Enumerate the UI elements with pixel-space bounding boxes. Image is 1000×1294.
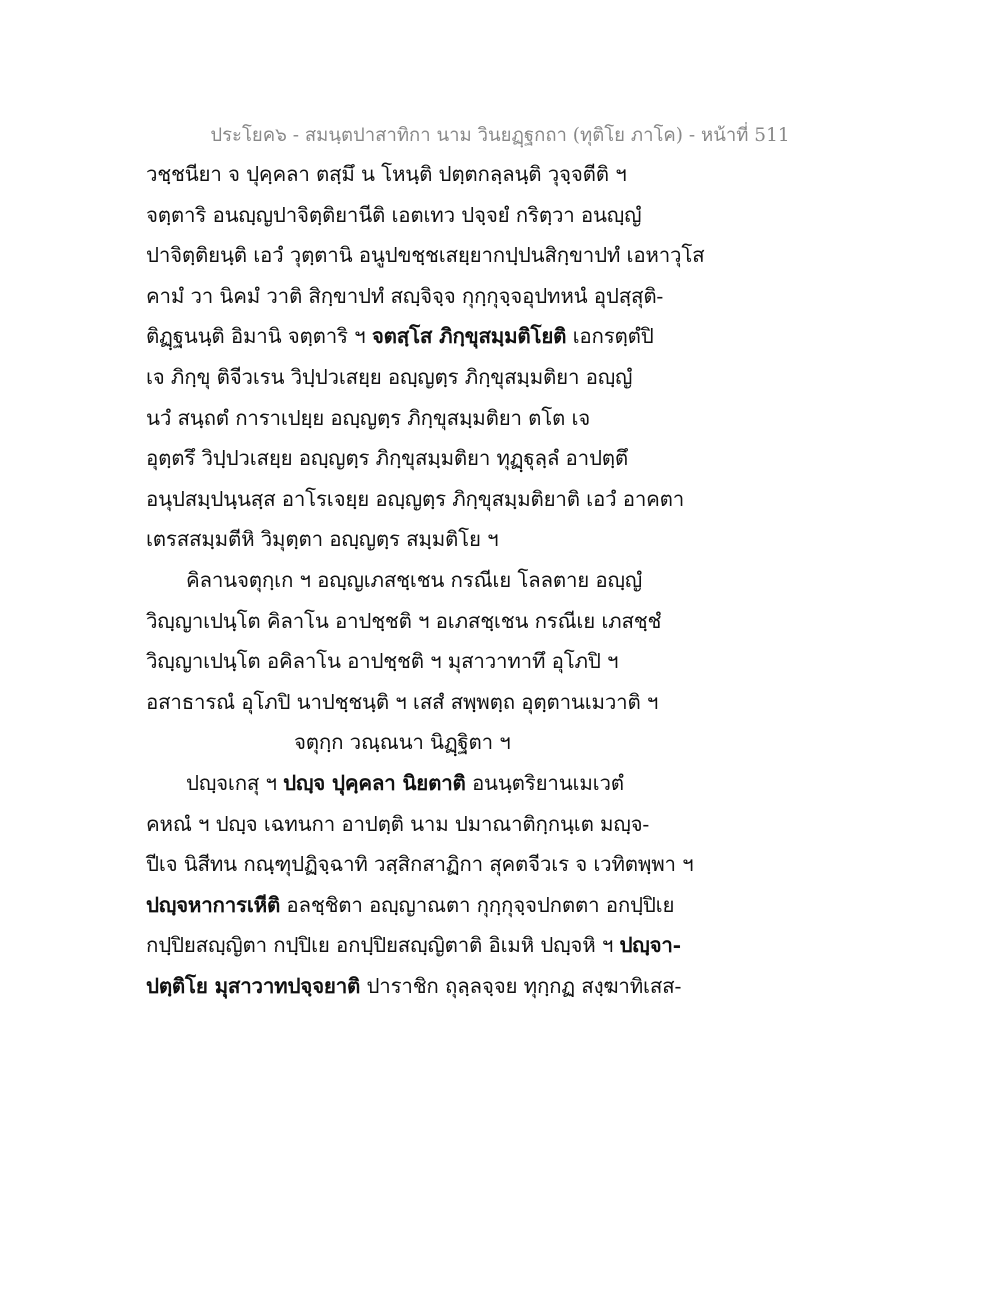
text-line: [146, 320, 706, 361]
bold-term: ปญฺจหาการเหีติ: [146, 892, 281, 917]
text-line: [146, 970, 706, 1011]
text-segment: อุตฺตรึ วิปฺปวเสยฺย อญฺญตฺร ภิกฺขุสมฺมติยา ทุฏฺฐุลฺลํ อาปตฺตึ: [146, 446, 628, 471]
text-segment: เจ ภิกฺขุ ติจีวเรน วิปฺปวเสยฺย อญฺญตฺร ภิกฺขุสมฺมติยา อญฺญํ: [146, 364, 633, 389]
bold-term: ปญฺจ ปุคฺคลา นิยตาติ: [283, 770, 466, 795]
text-line: [146, 605, 706, 646]
text-line: [146, 848, 706, 889]
text-segment: ปาจิตฺติยนฺติ เอวํ วุตฺตานิ อนูปขชฺชเสยฺยากปฺปนสิกฺขาปทํ เอหาวุโส: [146, 243, 705, 268]
text-line: [146, 808, 706, 849]
text-segment: ติฏฺฐนนฺติ อิมานิ จตฺตาริ ฯ: [146, 324, 372, 349]
bold-term: ปตฺติโย มุสาวาทปจฺจยาติ: [146, 973, 361, 998]
bold-term: ปญฺจา-: [619, 933, 681, 958]
text-segment: ปญฺจเกสุ ฯ: [186, 770, 284, 795]
text-segment: นวํ สนฺถตํ การาเปยฺย อญฺญตฺร ภิกฺขุสมฺมติยา ตโต เจ: [146, 405, 591, 430]
text-segment: เตรสสมฺมตีหิ วิมุตฺตา อญฺญตฺร สมฺมติโย ฯ: [146, 527, 499, 552]
text-line: [146, 442, 706, 483]
text-segment: อสาธารณํ อุโภปิ นาปชฺชนฺติ ฯ เสสํ สพฺพตฺถ อุตฺตานเมวาติ ฯ: [146, 689, 659, 714]
text-line: [146, 199, 706, 240]
text-line: [146, 239, 706, 280]
text-segment: จตุกฺก วณฺณนา นิฏฺฐิตา ฯ: [294, 730, 511, 755]
text-line: [146, 645, 706, 686]
text-line: [146, 726, 706, 767]
text-line: [146, 280, 706, 321]
text-segment: ปีเจ นิสีทน กณฺฑุปฏิจฺฉาทิ วสฺสิกสาฏิกา สุคตจีวเร จ เวทิตพฺพา ฯ: [146, 852, 694, 877]
text-line: [146, 889, 706, 930]
text-segment: วชฺชนียา จ ปุคฺคลา ตสฺมึ น โหนฺติ ปตฺตกลฺลนฺติ วุจฺจตีติ ฯ: [146, 162, 627, 186]
text-segment: คิลานจตุกฺเก ฯ อญฺญเภสชฺเชน กรณีเย โลลตาย อญฺญํ: [186, 567, 643, 592]
text-line: [146, 402, 706, 443]
text-line: [146, 158, 706, 199]
text-segment: จตฺตาริ อนญฺญปาจิตฺติยานีติ เอตเทว ปจฺจยํ กริตฺวา อนญฺญํ: [146, 202, 642, 227]
text-segment: กปฺปิยสญฺญิตา กปฺปิเย อกปฺปิยสญฺญิตาติ อิเมหิ ปญฺจหิ ฯ: [146, 933, 620, 958]
text-line: [146, 929, 706, 970]
text-segment: อนุปสมฺปนฺนสฺส อาโรเจยฺย อญฺญตฺร ภิกฺขุสมฺมติยาติ เอวํ อาคตา: [146, 486, 685, 511]
page-header: ประโยค๖ - สมนฺตปาสาทิกา นาม วินยฏฺฐกถา (ทุติโย ภาโค) - หน้าที่ 511: [210, 125, 790, 146]
text-line: [146, 767, 706, 808]
text-segment: เอกรตฺตํปิ: [566, 324, 654, 349]
text-segment: วิญฺญาเปนฺโต คิลาโน อาปชฺชติ ฯ อเภสชฺเชน กรณีเย เภสชฺชํ: [146, 608, 662, 633]
text-segment: อลชฺชิตา อญฺญาณตา กุกฺกุจฺจปกตตา อกปฺปิเย: [280, 892, 675, 917]
text-segment: วิญฺญาเปนฺโต อคิลาโน อาปชฺชติ ฯ มุสาวาทาทึ อุโภปิ ฯ: [146, 649, 619, 674]
text-line: [146, 686, 706, 727]
text-line: [146, 361, 706, 402]
text-segment: คหณํ ฯ ปญฺจ เฉทนกา อาปตฺติ นาม ปมาณาติกฺกนฺเต มญฺจ-: [146, 811, 650, 836]
document-body: [146, 158, 706, 1010]
text-line: [146, 483, 706, 524]
text-line: [146, 523, 706, 564]
text-segment: คามํ วา นิคมํ วาติ สิกฺขาปทํ สญฺจิจฺจ กุกฺกุจฺจอุปทหนํ อุปสฺสุติ-: [146, 283, 664, 308]
text-segment: ปาราชิก ถุลฺลจฺจย ทุกฺกฏ สงฺฆาทิเสส-: [360, 973, 682, 998]
text-segment: อนนฺตริยานเมเวตํ: [465, 770, 624, 795]
bold-term: จตสฺโส ภิกฺขุสมฺมติโยติ: [371, 324, 567, 349]
text-line: [146, 564, 706, 605]
